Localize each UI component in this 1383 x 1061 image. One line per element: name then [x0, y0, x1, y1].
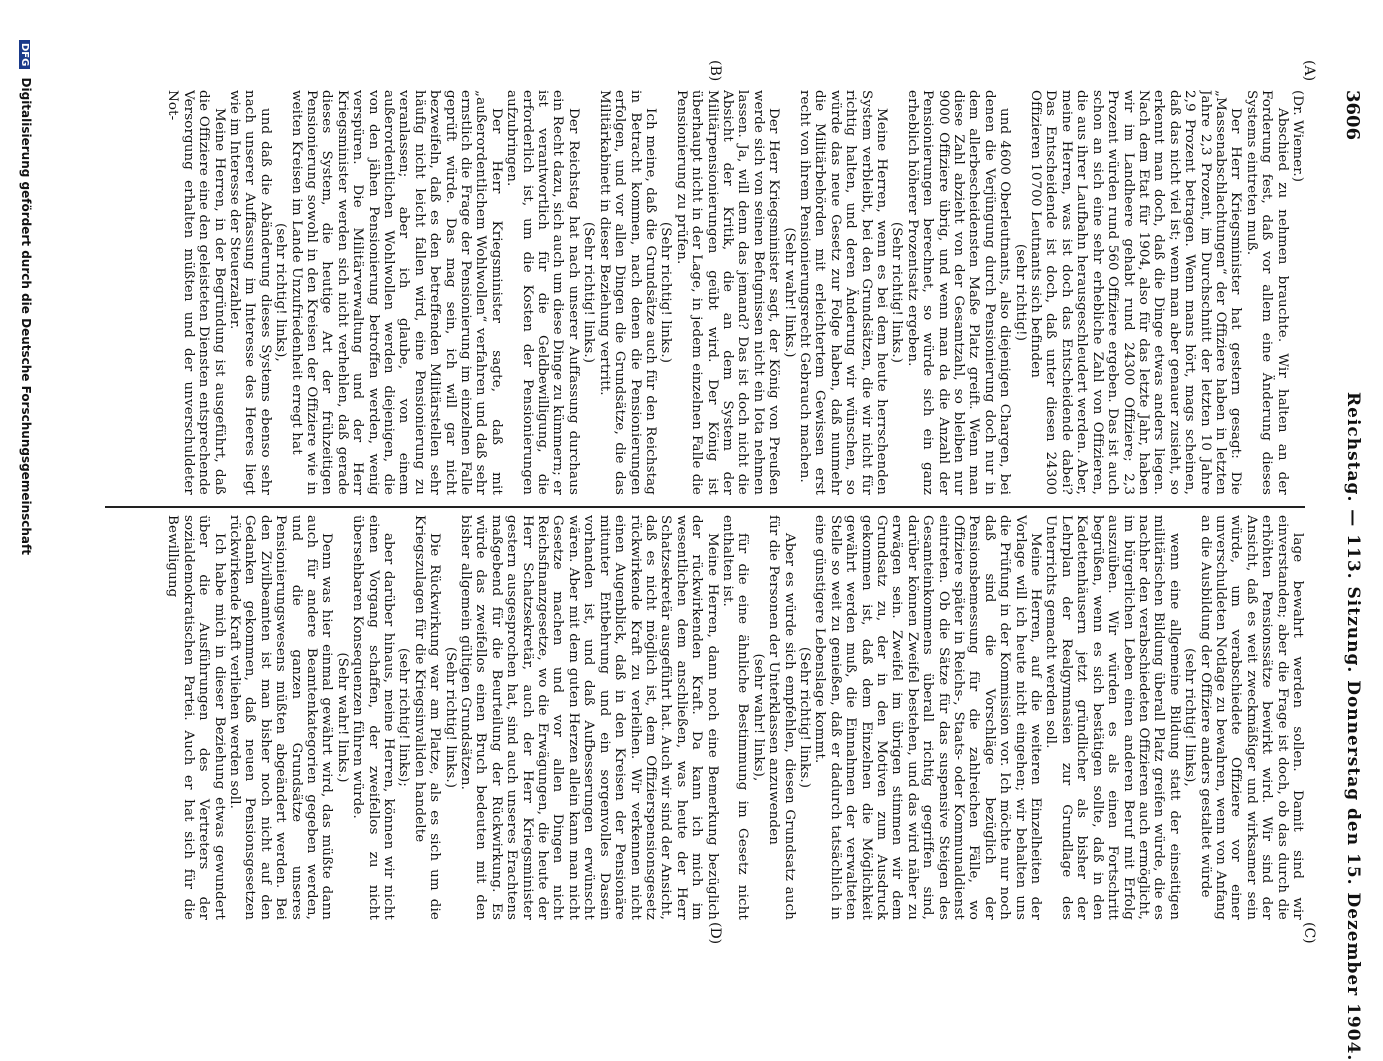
page-header [1335, 62, 1365, 1061]
paragraph: (sehr wahr! links), [750, 653, 766, 782]
paragraph: Der Herr Kriegsminister sagte, daß mit „außerordentlichem Wohlwollen“ verfahren und daß sehr ernstlich die Frage der Pensionierung im einzelnen Falle geprüft würde. Das mag sein, ich will gar nicht bezweifeln, daß es den betreffenden Militärstellen sehr häufig nicht leicht fallen wird, eine Pensionierung zu veranlassen; aber ich glaube, von einem außerordentlichen Wohlwollen werden diejenigen, die von den jähen Pensionierung betroffen werden, wenig verspüren. Die Militärverwaltung und der Herr Kriegsminister werden sich nicht verhehlen, daß gerade dieses System, die heutige Art der frühzeitigen Pensionierung sowohl in den Kreisen der Offiziere wie in weiten Kreisen im Lande Unzufriedenheit erregt hat [288, 90, 504, 495]
paragraph: Meine Herren, in der Begründung ist ausgeführt, daß die Offiziere eine den geleisteten Diensten entsprechende Versorgung erhalten müßten und der unverschuldeter Not- [165, 90, 227, 495]
paragraph: lage bewahrt werden sollen. Damit sind wir einverstanden; aber die Frage ist doch, ob das durch die erhöhten Pensionssätze bewirkt wird. Wir sind der Ansicht, daß es weit zweckmäßiger und wirksamer sein würde, um verabschiedete Offiziere vor einer unverschuldeten Notlage zu bewahren, wenn von Anfang an die Ausbildung der Offiziere anders gestaltet würde [1197, 515, 1305, 920]
paragraph: Ich habe mich in dieser Beziehung etwas gewundert über die Ausführungen des Vertreters der sozialdemokratischen Partei. Auch er hat sich für die Bewilligung [165, 515, 227, 920]
margin-mark-d: (D) [707, 922, 723, 945]
margin-mark-a: (A) [1301, 60, 1317, 82]
paragraph: (Sehr richtig! links.) [442, 646, 458, 789]
running-title: Reichstag. — 113. Sitzung. Donnerstag den 15. Dezember 1904. [1343, 392, 1363, 1061]
paragraph: Die Rückwirkung war am Platze, als es sich um die Kriegszulagen für die Kriegsinvaliden handelte [411, 515, 443, 920]
paragraph: (sehr richtig! links), [273, 223, 289, 362]
paragraph: Der Herr Kriegsminister sagt, der König von Preußen werde sich von seinen Befugnissen nicht ein Iota nehmen lassen. Ja, will denn das jemand? Das ist doch nicht die Absicht der Kritik, die an dem System der Militärpensionierungen geübt wird. Der König ist überhaupt nicht in der Lage, in jedem einzelnen Falle die Pensionierung zu prüfen. [673, 90, 782, 495]
paragraph: (Sehr richtig! links.) [581, 221, 597, 364]
left-column-text [165, 90, 1290, 495]
page-number: 3606 [1342, 90, 1363, 141]
left-column [100, 90, 1305, 495]
speaker-label: (Dr. Wiemer.) [1290, 90, 1305, 183]
paragraph: (Sehr richtig! links.) [889, 221, 905, 364]
paragraph: wenn eine allgemeine Bildung statt der einseitigen militärischen Bildung überall Platz greifen würde, die es nachher den verabschiedeten Offizieren auch ermöglicht, im bürgerlichen Leben einen anderen Beruf mit Erfolg auszuüben. Wir würden es als einen Fortschritt begrüßen, wenn es sich bestätigen sollte, daß in den Kadettenhäusern jetzt gründlicher als bisher der Lehrplan der Realgymnasien zur Grundlage des Unterrichts gemacht werden soll. [1043, 515, 1182, 920]
paragraph: (Sehr wahr! links.) [334, 652, 350, 783]
paragraph: Aber es würde sich empfehlen, diesen Grundsatz auch für die Personen der Unterklassen anzuwenden [766, 515, 797, 920]
right-column [100, 515, 1305, 920]
paragraph: und daß die Abänderung dieses Systems ebenso sehr nach unserer Auffassung im Interesse des Heeres liegt wie im Interesse der Steuerzahler. [226, 90, 273, 495]
margin-mark-c: (C) [1301, 922, 1317, 944]
column-divider [105, 506, 1305, 508]
paragraph: Der Reichstag hat nach unserer Auffassung durchaus ein Recht dazu, sich auch um diese Dinge zu kümmern; er ist verantwortlich für die Geldbewilligung, die erforderlich ist, um die Kosten der Pensionierungen aufzubringen. [504, 90, 581, 495]
dfg-logo: DFG [19, 40, 30, 69]
paragraph: (Sehr richtig! links.) [658, 221, 674, 364]
paragraph: und 4600 Oberleutnants, also diejenigen Chargen, bei denen die Verjüngung durch Pensionierung doch nur in dem allerbescheidensten Maße Platz greift. Wenn man diese Zahl abzieht von der Gesamtzahl, so bleiben nur 9000 Offiziere übrig, und wenn man da die Anzahl der Pensionierungen berechnet, so würde sich ein ganz erheblich höherer Prozentsatz ergeben. [904, 90, 1013, 495]
paragraph: (Sehr wahr! links.) [781, 227, 797, 358]
dfg-credit [9, 40, 33, 1000]
paragraph: (Sehr richtig! links.) [797, 646, 812, 789]
paragraph: Abschied zu nehmen brauchte. Wir halten an der Forderung fest, daß vor allem eine Änderung dieses Systems eintreten muß. [1243, 90, 1290, 495]
paragraph: Der Herr Kriegsminister hat gestern gesagt: Die „Massenabschlachtungen“ der Offiziere haben in letzten Jahre 2,3 Prozent, im Durchschnitt der letzten 10 Jahre 2,9 Prozent betragen. Wenn mans hört, mags scheinen, daß das nicht viel ist; wenn man aber genauer zusieht, so erkennt man doch, daß die Dinge etwas anders liegen. Nach dem Etat für 1904, also für das letzte Jahr, haben wir im Landheere gehabt rund 24300 Offiziere; 2,3 Prozent würden rund 560 Offiziere ergeben. Das ist auch schon an sich eine sehr erhebliche Zahl von Offizieren, die aus ihrer Laufbahn herausgeschleudert werden. Aber, meine Herren, was ist doch das Entscheidende dabei? Das Entscheidende ist doch, daß unter diesen 24300 Offizieren 10700 Leutnants sich befinden [1028, 90, 1244, 495]
right-column-text [165, 515, 1305, 920]
dfg-credit-text: Digitalisierung gefördert durch die Deutsche Forschungsgemeinschaft [19, 77, 33, 555]
paragraph: für die eine ähnliche Bestimmung im Gesetz nicht enthalten ist. [719, 515, 751, 920]
paragraph: aber darüber hinaus, meine Herren, können wir nicht einen Vorgang schaffen, der zweifellos zu nicht übersehbaren Konsequenzen führen würde. [350, 515, 397, 920]
margin-mark-b: (B) [707, 60, 723, 82]
paragraph: Meine Herren, dann noch eine Bemerkung bezüglich der rückwirkenden Kraft. Da kann ich mich im wesentlichen dem anschließen, was heute der Herr Schatzsekretär ausgeführt hat. Auch wir sind der Ansicht, daß es nicht möglich ist, dem Offizierspensionsgesetz rückwirkende Kraft zu verleihen. Wir verkennen nicht einen Augenblick, daß in den Kreisen der Pensionäre mitunter Entbehrung und ein sorgenvolles Dasein vorhanden ist, und daß Aufbesserungen erwünscht wären. Aber mit dem guten Herzen allein kann man nicht Gesetze machen und vor allen Dingen nicht Reichsfinanzgesetze, wo die Erwägungen, die heute der Herr Schatzsekretär, auch der Herr Kriegsminister gestern ausgesprochen hat, sind auch unseres Erachtens maßgebend für die Beurteilung der Rückwirkung. Es würde das zweifellos einen Bruch bedeuten mit den bisher allgemein gültigen Grundsätzen. [458, 515, 720, 920]
paragraph: Denn was hier einmal gewährt wird, das müßte dann auch für andere Beamtenkategorien gegeben werden, und die ganzen Grundsätze unseres Pensionierungswesens müßten abgeändert werden. Bei den Zivilbeamten ist man bisher noch nicht auf den Gedanken gekommen, daß neuen Pensionsgesetzen rückwirkende Kraft verliehen werden soll. [226, 515, 335, 920]
paragraph: Meine Herren, wenn es bei dem heute herrschenden System verbleibt, bei den Grundsätzen, die wir nicht für richtig halten, und deren Änderung wir wünschen, so würde das neue Gesetz zur Folge haben, daß nunmehr die Militärbehörden mit erleichtertem Gewissen erst recht von ihrem Pensionierungsrecht Gebrauch machen. [797, 90, 890, 495]
paragraph: Ich meine, daß die Grundsätze auch für den Reichstag in Betracht kommen, nach denen die Pensionierungen erfolgen, und vor allen Dingen die Grundsätze, die das Militärkabinett in dieser Beziehung vertritt. [596, 90, 658, 495]
paragraph: (sehr richtig! links), [1182, 648, 1198, 787]
paragraph: (sehr richtig!) [1012, 243, 1028, 342]
paragraph: (sehr richtig! links); [396, 647, 412, 788]
paragraph: Meine Herren, auf die weiteren Einzelheiten der Vorlage will ich heute nicht eingehen; wir behalten uns die Prüfung in der Kommission vor. Ich möchte nur noch daß sind die Vorschläge bezüglich der Pensionsbemessung für die zahlreichen Fälle, wo Offiziere später in Reichs-, Staats- oder Kommunaldienst eintreten. Ob die Sätze für das suspensive Steigen des Gesamteinkommens überall richtig gegriffen sind, darüber können Zweifel bestehen, und das wird näher zu erwägen sein. Zweifel im übrigen stimmen wir dem Grundsatz zu, der in den Motiven zum Ausdruck gekommen ist, daß dem Einzelnen die Möglichkeit gewährt werden muß, die Einnahmen der verwalteten Stelle so weit zu genießen, daß er dadurch tatsächlich in eine günstigere Lebenslage kommt. [812, 515, 1044, 920]
